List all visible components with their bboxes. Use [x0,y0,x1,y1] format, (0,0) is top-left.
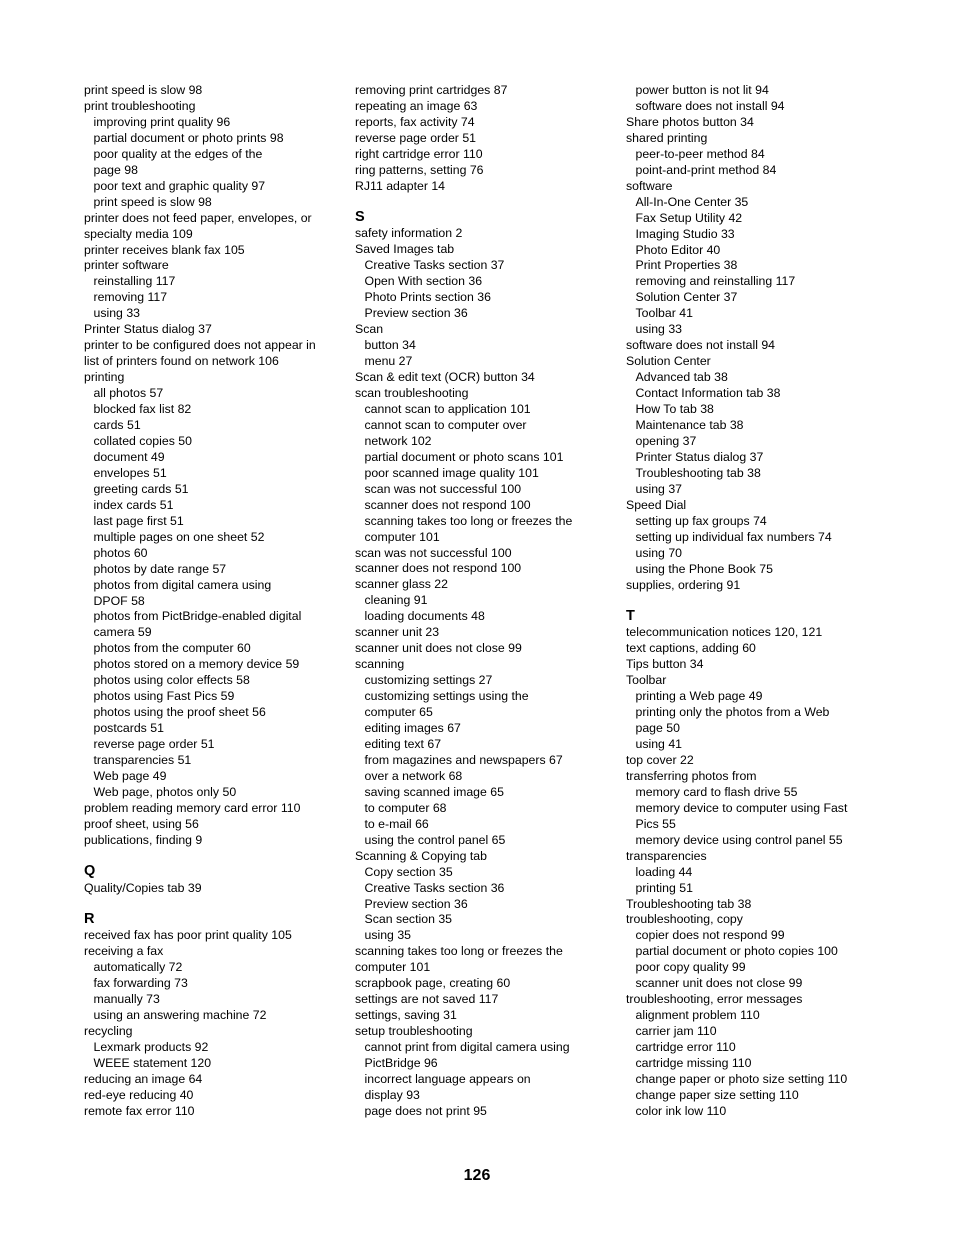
index-sub-entry: improving print quality 96 [93,114,231,129]
index-sub-entry: memory device using control panel 55 [635,832,843,847]
index-sub-entry: memory card to flash drive 55 [635,784,798,799]
index-sub-entry: Preview section 36 [364,896,468,911]
index-column-3 [626,83,881,1120]
index-main-entry: print speed is slow 98 [84,83,203,97]
index-main-entry: Speed Dial [626,497,687,512]
index-main-entry: settings are not saved 117 [355,992,499,1007]
index-main-entry: text captions, adding 60 [626,641,756,656]
index-sub-entry: All-In-One Center 35 [635,194,749,209]
index-sub-entry: scanner does not respond 100 [364,497,531,512]
index-main-entry: receiving a fax [84,944,164,959]
section-gap [355,195,617,209]
index-sub-entry: fax forwarding 73 [93,976,188,991]
index-sub-entry: partial document or photo copies 100 [635,944,838,959]
index-sub-entry: scanning takes too long or freezes the [364,513,573,528]
index-sub-entry: page 50 [635,721,680,736]
index-main-entry: scan troubleshooting [355,386,469,400]
index-sub-entry: Photo Editor 40 [635,242,721,257]
index-sub-entry: removing and reinstalling 117 [635,274,796,289]
index-sub-entry: using 70 [635,545,682,560]
index-main-entry: troubleshooting, copy [626,912,743,927]
index-sub-entry: camera 59 [93,625,152,640]
index-sub-entry: postcards 51 [93,721,164,736]
index-sub-entry: poor quality at the edges of the [93,146,263,161]
index-sub-entry: menu 27 [364,354,413,369]
index-sub-entry: Copy section 35 [364,864,453,879]
index-sub-entry: cannot scan to application 101 [364,401,531,416]
index-main-entry: Tips button 34 [626,657,704,672]
index-sub-entry: envelopes 51 [93,465,167,480]
index-sub-entry: partial document or photo scans 101 [364,449,564,464]
index-sub-entry: Contact Information tab 38 [635,386,781,401]
page-number: 126 [463,1167,491,1184]
index-main-entry: software [626,178,673,193]
index-sub-entry: PictBridge 96 [364,1056,438,1071]
index-main-entry: repeating an image 63 [355,98,478,113]
index-sub-entry: Open With section 36 [364,274,483,289]
index-column-1 [84,83,346,1120]
index-sub-entry: How To tab 38 [635,402,714,417]
index-sub-entry: using 35 [364,928,411,943]
index-sub-entry: customizing settings using the [364,689,529,704]
index-sub-entry: color ink low 110 [635,1103,727,1118]
index-sub-entry: last page first 51 [93,513,184,528]
index-sub-entry: opening 37 [635,433,697,448]
index-sub-entry: power button is not lit 94 [635,83,769,97]
section-letter-heading: Q [84,862,96,879]
index-sub-entry: scanner unit does not close 99 [635,976,803,991]
index-main-entry: removing print cartridges 87 [355,83,508,97]
index-sub-entry: editing images 67 [364,721,461,736]
index-main-entry: Quality/Copies tab 39 [84,880,202,895]
index-sub-entry: setting up fax groups 74 [635,513,767,528]
index-main-entry: reducing an image 64 [84,1071,203,1086]
index-sub-entry: over a network 68 [364,768,463,783]
section-gap [84,849,346,863]
index-sub-entry: index cards 51 [93,497,174,512]
index-main-entry: publications, finding 9 [84,832,203,847]
index-sub-entry: to e-mail 66 [364,816,429,831]
index-main-entry: printer receives blank fax 105 [84,242,245,257]
index-main-entry: scanning [355,657,405,672]
index-sub-entry: blocked fax list 82 [93,402,192,417]
index-sub-entry: Fax Setup Utility 42 [635,210,743,225]
index-sub-entry: page does not print 95 [364,1103,487,1118]
index-sub-entry: software does not install 94 [635,98,785,113]
index-sub-entry: Troubleshooting tab 38 [635,465,761,480]
section-letter-heading: T [626,607,635,624]
index-sub-entry: greeting cards 51 [93,481,189,496]
index-sub-entry: to computer 68 [364,800,447,815]
index-main-entry: Solution Center [626,354,711,369]
index-main-entry: scanner does not respond 100 [355,561,522,576]
index-sub-entry: reverse page order 51 [93,737,215,752]
index-sub-entry: incorrect language appears on [364,1071,531,1086]
index-sub-entry: alignment problem 110 [635,1008,760,1023]
index-main-entry: printer does not feed paper, envelopes, or [84,210,312,225]
index-main-entry: Printer Status dialog 37 [84,322,212,337]
index-main-entry: safety information 2 [355,226,463,241]
index-sub-entry: photos stored on a memory device 59 [93,657,300,672]
index-sub-entry: photos 60 [93,545,148,560]
index-sub-entry: printing 51 [635,880,693,895]
index-sub-entry: network 102 [364,433,432,448]
index-sub-entry: using the Phone Book 75 [635,561,773,576]
index-sub-entry: reinstalling 117 [93,274,176,289]
index-main-entry: Troubleshooting tab 38 [626,896,752,911]
index-sub-entry: setting up individual fax numbers 74 [635,529,832,544]
index-sub-entry: cannot print from digital camera using [364,1040,570,1055]
index-main-entry: scanner unit does not close 99 [355,641,522,656]
index-sub-entry: carrier jam 110 [635,1024,717,1039]
index-main-entry: scan was not successful 100 [355,545,512,560]
index-main-entry: top cover 22 [626,752,694,767]
index-sub-entry: page 98 [93,162,138,177]
index-sub-entry: Imaging Studio 33 [635,226,735,241]
index-sub-entry: Photo Prints section 36 [364,290,491,305]
index-sub-entry: using 37 [635,481,682,496]
index-sub-entry: photos from PictBridge-enabled digital [93,609,302,624]
index-sub-entry: using 41 [635,736,682,751]
index-main-entry: proof sheet, using 56 [84,816,199,831]
section-gap [626,594,881,608]
index-sub-entry: removing 117 [93,290,168,305]
index-sub-entry: photos using the proof sheet 56 [93,705,266,720]
index-main-entry: transferring photos from [626,768,757,783]
index-sub-entry: change paper or photo size setting 110 [635,1071,848,1086]
index-main-entry: reverse page order 51 [355,130,476,145]
index-sub-entry: Advanced tab 38 [635,370,728,385]
index-sub-entry: display 93 [364,1087,420,1102]
index-main-entry: red-eye reducing 40 [84,1087,194,1102]
index-sub-entry: Scan section 35 [364,912,453,927]
index-sub-entry: Toolbar 41 [635,306,693,321]
index-sub-entry: all photos 57 [93,386,164,401]
index-sub-entry: from magazines and newspapers 67 [364,752,563,767]
index-sub-entry: photos from digital camera using [93,577,272,592]
index-sub-entry: photos from the computer 60 [93,641,251,656]
index-main-entry: problem reading memory card error 110 [84,800,301,815]
index-sub-entry: automatically 72 [93,960,183,975]
index-main-entry: remote fax error 110 [84,1103,195,1118]
index-sub-entry: collated copies 50 [93,433,192,448]
index-main-entry: received fax has poor print quality 105 [84,928,292,943]
index-sub-entry: manually 73 [93,992,160,1007]
index-sub-entry: Pics 55 [635,816,676,831]
index-sub-entry: photos by date range 57 [93,561,227,576]
index-sub-entry: cards 51 [93,418,141,433]
index-sub-entry: poor copy quality 99 [635,960,746,975]
index-main-entry: Scan & edit text (OCR) button 34 [355,370,535,385]
index-main-entry: scanner glass 22 [355,577,448,592]
index-main-entry: RJ11 adapter 14 [355,178,446,193]
index-main-entry: printing [84,370,125,385]
index-sub-entry: cartridge error 110 [635,1040,736,1055]
index-sub-entry: scan was not successful 100 [364,481,522,496]
index-sub-entry: transparencies 51 [93,753,192,768]
index-sub-entry: printing a Web page 49 [635,689,763,704]
index-sub-entry: partial document or photo prints 98 [93,130,284,145]
index-main-entry: transparencies [626,848,707,863]
index-sub-entry: print speed is slow 98 [93,194,212,209]
index-sub-entry: computer 65 [364,705,433,720]
index-sub-entry: Web page, photos only 50 [93,784,237,799]
index-main-entry: specialty media 109 [84,226,193,241]
index-main-entry: settings, saving 31 [355,1008,457,1023]
index-main-entry: software does not install 94 [626,338,776,353]
index-sub-entry: Solution Center 37 [635,290,738,305]
index-main-entry: printer to be configured does not appear in [84,338,316,353]
index-main-entry: troubleshooting, error messages [626,992,803,1007]
index-main-entry: scrapbook page, creating 60 [355,976,511,991]
index-main-entry: reports, fax activity 74 [355,114,475,129]
index-sub-entry: photos using Fast Pics 59 [93,689,235,704]
section-letter-heading: S [355,208,365,225]
index-sub-entry: peer-to-peer method 84 [635,146,765,161]
index-main-entry: list of printers found on network 106 [84,354,279,369]
index-main-entry: Toolbar [626,673,667,688]
index-sub-entry: Preview section 36 [364,306,468,321]
index-sub-entry: using the control panel 65 [364,832,506,847]
index-main-entry: shared printing [626,130,708,145]
index-sub-entry: Creative Tasks section 36 [364,880,505,895]
index-sub-entry: editing text 67 [364,736,442,751]
index-main-entry: Saved Images tab [355,242,455,257]
section-letter-heading: R [84,910,95,927]
section-gap [84,897,346,911]
index-main-entry: printer software [84,258,169,273]
index-sub-entry: cartridge missing 110 [635,1056,752,1071]
index-main-entry: setup troubleshooting [355,1024,473,1039]
index-sub-entry: saving scanned image 65 [364,784,504,799]
index-sub-entry: printing only the photos from a Web [635,705,830,720]
index-column-2 [355,83,617,1120]
index-sub-entry: Print Properties 38 [635,258,738,273]
index-sub-entry: loading documents 48 [364,609,485,624]
index-main-entry: telecommunication notices 120, 121 [626,625,823,640]
index-sub-entry: using 33 [635,322,682,337]
index-main-entry: Share photos button 34 [626,114,754,129]
index-sub-entry: Creative Tasks section 37 [364,258,505,273]
index-sub-entry: Printer Status dialog 37 [635,449,764,464]
index-sub-entry: point-and-print method 84 [635,162,777,177]
index-sub-entry: memory device to computer using Fast [635,800,848,815]
index-sub-entry: copier does not respond 99 [635,928,785,943]
index-sub-entry: button 34 [364,338,416,353]
index-sub-entry: customizing settings 27 [364,673,493,688]
index-sub-entry: WEEE statement 120 [93,1055,212,1070]
index-main-entry: right cartridge error 110 [355,146,483,161]
index-sub-entry: cannot scan to computer over [364,417,527,432]
index-sub-entry: cleaning 91 [364,593,428,608]
index-main-entry: computer 101 [355,960,431,975]
index-sub-entry: using an answering machine 72 [93,1008,267,1023]
index-sub-entry: Maintenance tab 38 [635,418,744,433]
index-sub-entry: loading 44 [635,864,693,879]
index-main-entry: Scan [355,322,384,337]
index-sub-entry: Web page 49 [93,768,167,783]
index-sub-entry: multiple pages on one sheet 52 [93,529,265,544]
index-main-entry: scanning takes too long or freezes the [355,944,563,959]
index-main-entry: scanner unit 23 [355,625,440,640]
index-sub-entry: document 49 [93,449,165,464]
index-sub-entry: Lexmark products 92 [93,1039,209,1054]
index-sub-entry: using 33 [93,306,140,321]
index-sub-entry: computer 101 [364,529,440,544]
index-main-entry: recycling [84,1024,133,1039]
index-sub-entry: change paper size setting 110 [635,1087,799,1102]
index-sub-entry: DPOF 58 [93,593,145,608]
index-sub-entry: poor scanned image quality 101 [364,465,539,480]
index-sub-entry: photos using color effects 58 [93,673,250,688]
index-main-entry: print troubleshooting [84,98,196,113]
index-main-entry: supplies, ordering 91 [626,577,741,592]
index-main-entry: ring patterns, setting 76 [355,162,484,177]
index-sub-entry: poor text and graphic quality 97 [93,178,266,193]
index-main-entry: Scanning & Copying tab [355,848,487,863]
